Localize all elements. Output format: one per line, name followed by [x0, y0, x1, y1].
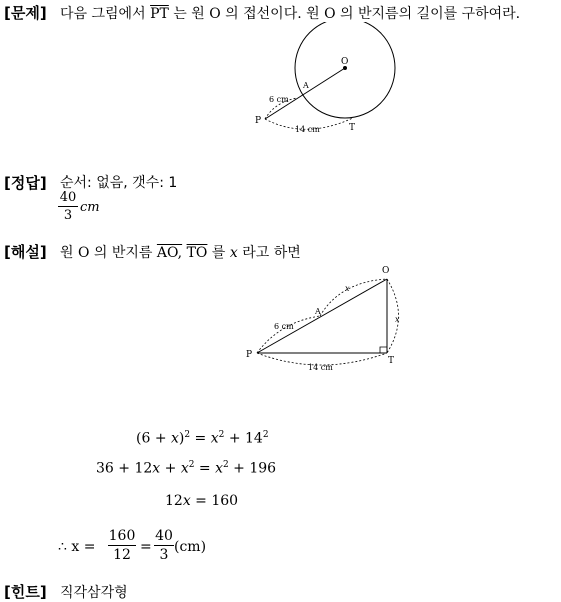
fraction-bar	[108, 545, 136, 546]
eq4-f1-den: 12	[113, 547, 131, 563]
problem-text	[60, 3, 520, 23]
equation-4-equals: =	[140, 539, 152, 555]
label-x-ao: x	[345, 284, 350, 293]
solution-intro-2: 를	[211, 245, 226, 261]
hint-tag: [힌트]	[4, 583, 47, 601]
segment-pt: $\overline{PT}$	[150, 6, 169, 22]
eq4-f2-den: 3	[159, 547, 169, 563]
solution-figure	[240, 262, 410, 374]
solution-var: x	[229, 245, 238, 261]
equation-4-prefix: ∴ x =	[58, 539, 96, 555]
label-t: T	[349, 123, 356, 133]
answer-unit: cm	[80, 200, 100, 215]
solution-tag: [해설]	[4, 243, 47, 261]
equation-2: $36 + 12x + x^2 = x^2 + 196$	[96, 460, 277, 477]
segment-ao: AO,	[156, 245, 183, 261]
eq4-f1-num: 160	[108, 528, 136, 544]
equation-4-fraction-1	[108, 528, 136, 563]
label-o: O	[341, 57, 349, 67]
equation-3: 12x = 160	[165, 493, 239, 509]
problem-figure	[245, 22, 405, 140]
right-angle-mark	[380, 347, 387, 353]
problem-suffix: 는 원 O 의 접선이다. 원 O 의 반지름의 길이를 구하여라.	[173, 6, 521, 22]
equation-1: $(6 + x)^2 = x^2 + 14^2$	[136, 430, 269, 447]
solution-intro-1: 원 O 의 반지름	[60, 245, 153, 261]
label-t: T	[388, 356, 395, 366]
line-po	[265, 68, 345, 119]
problem-prefix: 다음 그림에서	[60, 6, 146, 22]
answer-denominator: 3	[63, 208, 73, 223]
label-p: P	[246, 350, 253, 360]
label-p: P	[255, 116, 262, 126]
equation-4-fraction-2	[154, 528, 174, 563]
label-pa: 6 cm	[269, 95, 289, 104]
label-o: O	[382, 266, 390, 276]
answer-meta: 순서: 없음, 갯수: 1	[60, 175, 178, 191]
answer-numerator: 40	[59, 190, 77, 205]
label-pt: 14 cm	[295, 125, 320, 134]
line-po	[257, 279, 387, 353]
problem-tag: [문제]	[4, 4, 47, 22]
fraction-bar	[154, 545, 174, 546]
label-x-ot: x	[395, 315, 400, 324]
label-pa: 6 cm	[274, 322, 294, 331]
answer-tag: [정답]	[4, 174, 47, 192]
solution-intro	[60, 242, 301, 262]
label-a: A	[303, 81, 309, 90]
hint-text: 직각삼각형	[60, 585, 128, 601]
answer-fraction	[58, 190, 78, 223]
solution-intro-3: 라고 하면	[242, 245, 301, 261]
label-a: A	[315, 307, 321, 316]
eq4-f2-num: 40	[155, 528, 173, 544]
equation-4-unit: (cm)	[174, 539, 207, 555]
fraction-bar	[58, 206, 78, 207]
segment-to: $\overline{TO}$	[186, 245, 208, 261]
label-pt: 14 cm	[308, 363, 333, 372]
